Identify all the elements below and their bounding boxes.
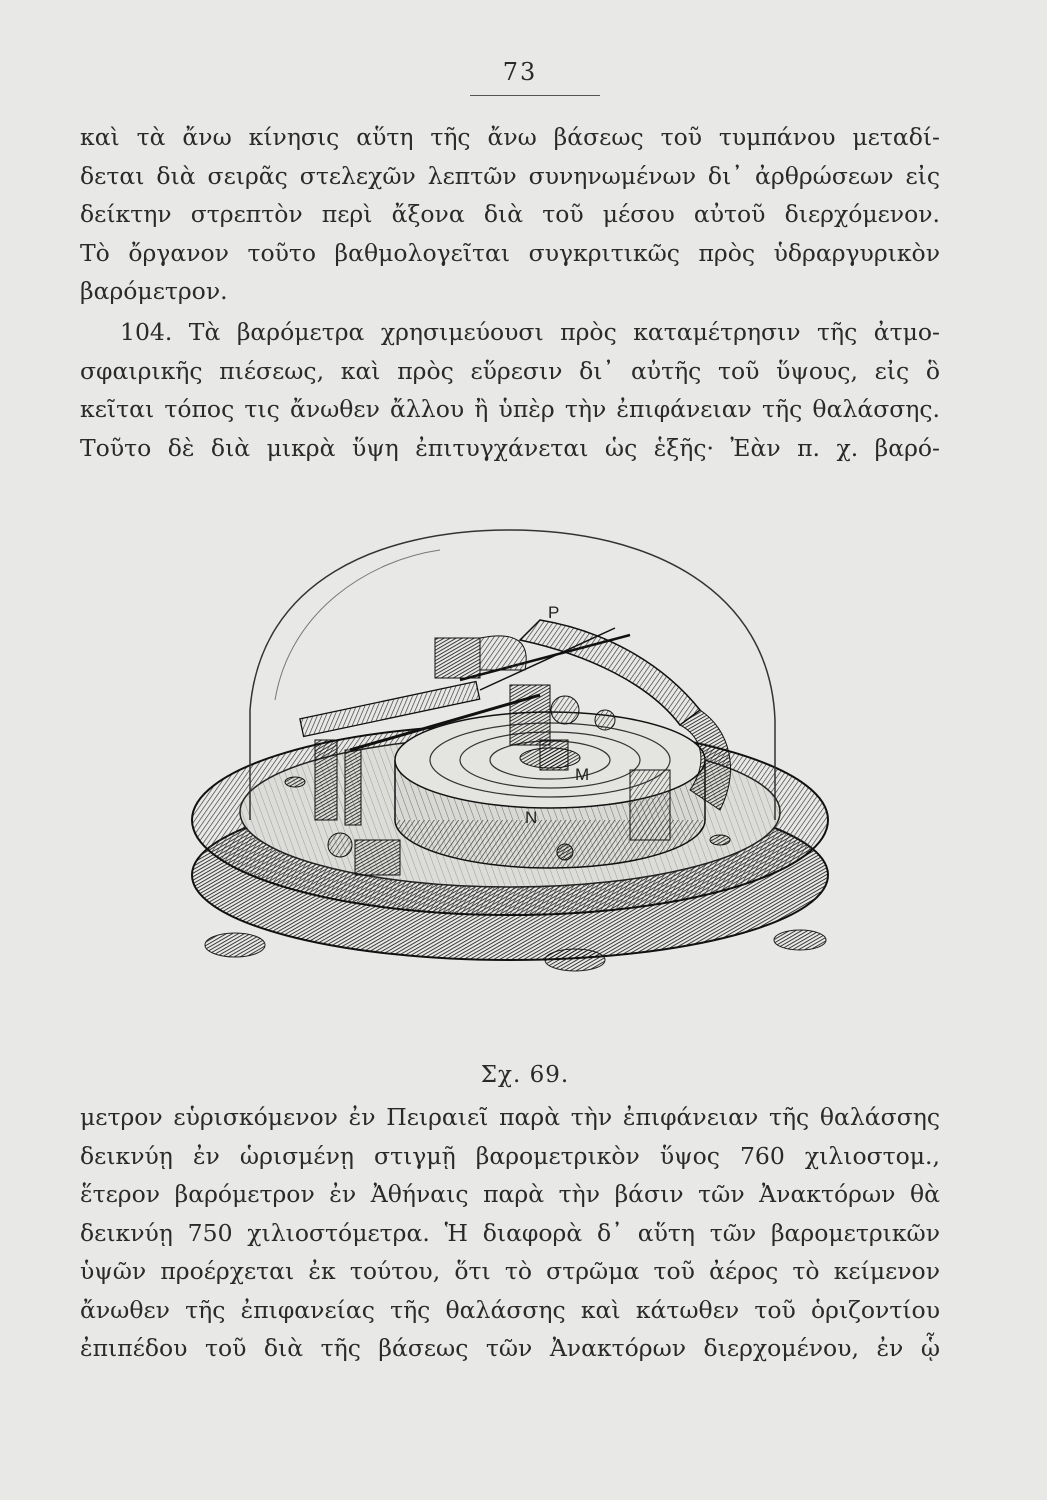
text-line: δεται διὰ σειρᾶς στελεχῶν λεπτῶν συνηνωμένων δι᾽ ἀρθρώσεων εἰς <box>80 161 940 190</box>
text-line: μετρον εὑρισκόμενον ἐν Πειραιεῖ παρὰ τὴν ἐπιφάνειαν τῆς θαλάσσης <box>80 1103 940 1131</box>
paragraph-top <box>80 118 940 311</box>
text-line: δεικνύῃ 750 χιλιοστόμετρα. Ἡ διαφορὰ δ᾽ αὕτη τῶν βαρομετρικῶν <box>80 1218 940 1247</box>
text-line: σφαιρικῆς πιέσεως, καὶ πρὸς εὕρεσιν δι᾽ αὐτῆς τοῦ ὕψους, εἰς ὃ <box>80 356 940 385</box>
text-line: ἐπιπέδου τοῦ διὰ τῆς βάσεως τῶν Ἀνακτόρων διερχομένου, ἐν ᾧ <box>80 1334 940 1362</box>
label-m: M <box>575 765 590 784</box>
text-line: κεῖται τόπος τις ἄνωθεν ἄλλου ἢ ὑπὲρ τὴν ἐπιφάνειαν τῆς θαλάσσης. <box>80 395 940 423</box>
figure-caption: Σχ. 69. <box>480 1062 570 1088</box>
paragraph-104 <box>80 313 940 467</box>
text-line: ἕτερον βαρόμετρον ἐν Ἀθήναις παρὰ τὴν βάσιν τῶν Ἀνακτόρων θὰ <box>80 1180 940 1208</box>
text-line: ὑψῶν προέρχεται ἐκ τούτου, ὅτι τὸ στρῶμα τοῦ ἀέρος τὸ κείμενον <box>80 1257 940 1285</box>
paragraph-bottom <box>80 1098 940 1368</box>
label-p: P <box>548 603 560 622</box>
text-line: ἄνωθεν τῆς ἐπιφανείας τῆς θαλάσσης καὶ κάτωθεν τοῦ ὁριζοντίου <box>80 1295 940 1324</box>
text-line: δείκτην στρεπτὸν περὶ ἄξονα διὰ τοῦ μέσου αὐτοῦ διερχόμενον. <box>80 200 940 228</box>
text-line: καὶ τὰ ἄνω κίνησις αὕτη τῆς ἄνω βάσεως τοῦ τυμπάνου μεταδί- <box>80 123 940 151</box>
page-number-rule <box>470 95 600 96</box>
text-line: βαρόμετρον. <box>80 277 228 305</box>
text-line: δεικνύῃ ἐν ὡρισμένῃ στιγμῇ βαρομετρικὸν ὕψος 760 χιλιοστομ., <box>80 1141 940 1170</box>
label-n: N <box>525 808 538 827</box>
aneroid-barometer-figure <box>180 520 860 1000</box>
text-line: Τὸ ὄργανον τοῦτο βαθμολογεῖται συγκριτικῶς πρὸς ὑδραργυρικὸν <box>80 238 940 267</box>
text-line: 104. Τὰ βαρόμετρα χρησιμεύουσι πρὸς καταμέτρησιν τῆς ἀτμο- <box>120 318 940 346</box>
text-line: Τοῦτο δὲ διὰ μικρὰ ὕψη ἐπιτυγχάνεται ὡς ἑξῆς· Ἐὰν π. χ. βαρό- <box>80 433 940 462</box>
aneroid-barometer-engraving <box>180 520 860 1000</box>
page-number: 73 <box>502 58 538 86</box>
